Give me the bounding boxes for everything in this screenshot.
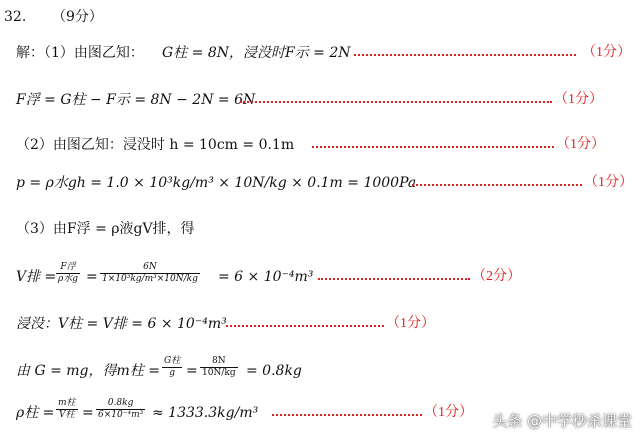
fraction-denominator: 6×10⁻⁴m³ [98,410,144,420]
mass-line [0,356,640,386]
question-points: （9分） [52,9,103,25]
part2-text: （2）由图乙知：浸没时 h = 10cm = 0.1m [16,137,295,153]
equals-sign: = [186,363,198,379]
score-label: （1分） [424,405,473,420]
fraction-numerator: F浮 [56,262,80,274]
watermark: 头条 @中学秒杀课堂 [492,412,632,430]
part1-equation: G柱 = 8N，浸没时F示 = 2N [162,45,351,61]
score-label: （1分） [554,92,603,107]
density-lhs: ρ柱 = [16,405,55,421]
fraction-denominator: g [169,368,175,378]
mass-fraction-2 [198,356,240,379]
fraction-denominator: ρ水g [58,274,79,284]
volume-fraction-1 [54,262,82,285]
score-label: （1分） [582,45,631,60]
fraction-denominator: 10N/kg [202,368,236,378]
score-label: （1分） [386,316,435,331]
question-number: 32. [4,9,27,25]
density-fraction-2 [94,398,147,421]
fraction-numerator: G柱 [164,356,181,366]
score-label: （1分） [556,137,605,152]
mass-result: = 0.8kg [246,363,302,379]
fraction-numerator: 0.8kg [96,398,145,410]
dotted-leader [272,414,422,416]
part1-prefix: 解：（1）由图乙知： [16,45,144,61]
density-fraction-1 [54,398,80,421]
dotted-leader [226,325,384,327]
volume-lhs: V排 = [16,269,57,285]
volume-fraction-2 [98,262,202,285]
equals-sign: = [86,269,98,285]
fraction-numerator: 8N [200,356,238,368]
pressure-equation: p = ρ水gh = 1.0 × 10³kg/m³ × 10N/kg × 0.1m = 1000Pa [16,175,417,191]
dotted-leader [318,278,470,280]
equals-sign: = [82,405,94,421]
mass-lhs: 由 G = mg，得m柱 = [16,363,160,379]
part3-text: （3）由F浮 = ρ液gV排，得 [16,221,195,237]
score-label: （1分） [584,175,633,190]
buoyancy-equation: F浮 = G柱 − F示 = 8N − 2N = 6N [16,92,256,108]
fraction-denominator: 1×10³kg/m³×10N/kg [102,274,198,284]
density-result: ≈ 1333.3kg/m³ [152,405,259,421]
mass-fraction-1 [160,356,184,379]
dotted-leader [312,146,554,148]
dotted-leader [412,184,582,186]
fraction-denominator: V柱 [59,410,75,420]
volume-result: = 6 × 10⁻⁴m³ [218,269,314,285]
dotted-leader [240,101,552,103]
score-label: （2分） [472,269,521,284]
fraction-numerator: m柱 [58,398,76,408]
fraction-numerator: 6N [100,262,200,274]
volume-line [0,262,640,292]
dotted-leader [354,54,576,56]
immersed-equation: 浸没：V柱 = V排 = 6 × 10⁻⁴m³ [16,316,227,332]
